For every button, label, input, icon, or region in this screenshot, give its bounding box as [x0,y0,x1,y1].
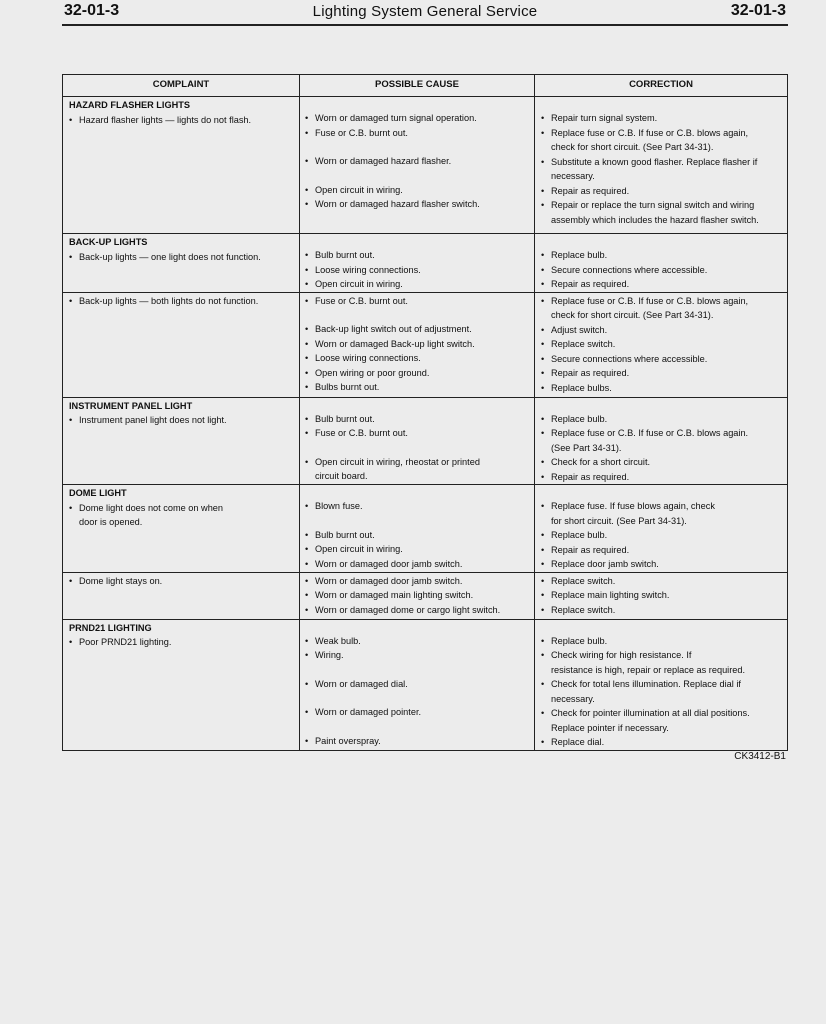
table-header-row [63,75,788,97]
correction-line: • Repair as required. [540,543,783,558]
cause-line: • Fuse or C.B. burnt out. [304,126,530,141]
correction-line: • Replace switch. [540,603,783,618]
correction-line: • Substitute a known good flasher. Replace flasher if [540,155,783,170]
correction-line: • Replace bulb. [540,528,783,543]
cause-line: • Back-up light switch out of adjustment. [304,322,530,337]
table-body [63,97,788,751]
column-header-possible-cause: POSSIBLE CAUSE [300,75,535,97]
page-header [62,0,788,26]
cause-line: • Bulbs burnt out. [304,380,530,395]
cause-line: • Open circuit in wiring. [304,542,530,557]
correction-line: • Replace bulb. [540,412,783,427]
complaint-cell [63,572,300,619]
cause-line: • Worn or damaged dome or cargo light switch. [304,603,530,618]
cause-cell [300,97,535,234]
cause-line: • Weak bulb. [304,634,530,649]
cause-line: • Open circuit in wiring. [304,277,530,292]
cause-line: • Worn or damaged hazard flasher. [304,154,530,169]
cause-line: • Bulb burnt out. [304,248,530,263]
cause-cell [300,397,535,485]
table-row [63,619,788,750]
correction-line: check for short circuit. (See Part 34-31). [551,142,714,152]
correction-line: • Check for a short circuit. [540,455,783,470]
cause-line: • Open circuit in wiring. [304,183,530,198]
cause-line: • Paint overspray. [304,734,530,749]
table-row [63,234,788,293]
correction-line: • Replace bulb. [540,634,783,649]
column-header-complaint: COMPLAINT [63,75,300,97]
complaint-line: • Instrument panel light does not light. [68,413,295,428]
cause-line: • Bulb burnt out. [304,528,530,543]
spacer [304,308,530,322]
page-number-right: 32-01-3 [730,2,786,19]
complaint-line: • Back-up lights — both lights do not function. [68,294,295,309]
cause-line: • Fuse or C.B. burnt out. [304,294,530,309]
correction-line: for short circuit. (See Part 34-31). [551,515,687,526]
correction-cell [535,234,788,293]
column-header-correction: CORRECTION [535,75,788,97]
cause-line: • Bulb burnt out. [304,412,530,427]
correction-line: • Repair as required. [540,277,783,292]
spacer [304,514,530,528]
table-row [63,572,788,619]
complaint-cell [63,397,300,485]
diagnosis-table [62,74,788,751]
correction-line: • Replace bulbs. [540,381,783,396]
cause-cell [300,619,535,750]
cause-cell [300,234,535,293]
section-heading: INSTRUMENT PANEL LIGHT [69,400,193,411]
cause-line: • Blown fuse. [304,499,530,514]
correction-line: • Replace switch. [540,574,783,589]
correction-line: • Check for total lens illumination. Replace dial if [540,677,783,692]
cause-line: • Worn or damaged Back-up light switch. [304,337,530,352]
correction-line: • Replace fuse. If fuse blows again, check [540,499,783,514]
cause-line: • Worn or damaged hazard flasher switch. [304,197,530,212]
complaint-cell [63,234,300,293]
correction-line: check for short circuit. (See Part 34-31). [551,310,714,320]
correction-line: • Repair as required. [540,470,783,485]
correction-line: • Replace main lighting switch. [540,588,783,603]
cause-cell [300,485,535,573]
cause-cell [300,292,535,397]
cause-line: • Worn or damaged turn signal operation. [304,111,530,126]
correction-line: • Adjust switch. [540,323,783,338]
correction-line: • Replace fuse or C.B. If fuse or C.B. blows again. [540,426,783,441]
cause-line: • Worn or damaged dial. [304,677,530,692]
correction-cell [535,292,788,397]
table-row [63,292,788,397]
correction-line: • Repair turn signal system. [540,111,783,126]
correction-cell [535,619,788,750]
spacer [304,140,530,154]
cause-cell [300,572,535,619]
section-heading: BACK-UP LIGHTS [69,237,148,247]
spacer [304,691,530,705]
correction-line: • Replace door jamb switch. [540,557,783,572]
complaint-cell [63,292,300,397]
correction-line: • Replace fuse or C.B. If fuse or C.B. blows again, [540,126,783,141]
table-row [63,397,788,485]
correction-cell [535,485,788,573]
complaint-line: door is opened. [79,517,143,527]
correction-line: • Repair or replace the turn signal switch and wiring [540,198,783,213]
correction-line: • Repair as required. [540,184,783,199]
correction-line: • Check for pointer illumination at all dial positions. [540,706,783,721]
complaint-line: • Back-up lights — one light does not function. [68,250,295,265]
cause-line: • Loose wiring connections. [304,263,530,278]
spacer [304,169,530,183]
cause-line: • Wiring. [304,648,530,663]
correction-line: Replace pointer if necessary. [551,722,669,733]
section-heading: DOME LIGHT [69,488,127,498]
complaint-line: • Poor PRND21 lighting. [68,635,295,650]
correction-cell [535,572,788,619]
cause-line: circuit board. [315,471,368,481]
correction-line: • Replace switch. [540,337,783,352]
table-row [63,485,788,573]
cause-line: • Worn or damaged pointer. [304,705,530,720]
cause-line: • Loose wiring connections. [304,351,530,366]
complaint-line: • Dome light stays on. [68,574,295,589]
page-title: Lighting System General Service [312,3,538,20]
correction-cell [535,97,788,234]
spacer [304,663,530,677]
correction-line: necessary. [551,693,595,704]
correction-line: • Replace fuse or C.B. If fuse or C.B. blows again, [540,294,783,309]
correction-line: assembly which includes the hazard flasher switch. [551,214,759,225]
correction-line: (See Part 34-31). [551,442,622,453]
complaint-line: • Hazard flasher lights — lights do not flash. [68,113,295,128]
section-heading: HAZARD FLASHER LIGHTS [69,100,190,110]
spacer [304,441,530,455]
spacer [304,720,530,734]
cause-line: • Worn or damaged door jamb switch. [304,557,530,572]
page-number-left: 32-01-3 [64,2,120,19]
cause-line: • Worn or damaged main lighting switch. [304,588,530,603]
correction-cell [535,397,788,485]
correction-line: • Check wiring for high resistance. If [540,648,783,663]
complaint-cell [63,97,300,234]
cause-line: • Open wiring or poor ground. [304,366,530,381]
correction-line: necessary. [551,171,595,181]
correction-line: • Secure connections where accessible. [540,263,783,278]
cause-line: • Worn or damaged door jamb switch. [304,574,530,589]
correction-line: • Replace bulb. [540,248,783,263]
figure-id: CK3412-B1 [734,751,786,762]
complaint-cell [63,619,300,750]
complaint-line: • Dome light does not come on when [68,501,295,516]
correction-line: resistance is high, repair or replace as required. [551,664,746,675]
complaint-cell [63,485,300,573]
section-heading: PRND21 LIGHTING [69,622,152,633]
cause-line: • Fuse or C.B. burnt out. [304,426,530,441]
cause-line: • Open circuit in wiring, rheostat or printed [304,455,530,470]
correction-line: • Replace dial. [540,735,783,750]
correction-line: • Secure connections where accessible. [540,352,783,367]
table-row [63,97,788,234]
correction-line: • Repair as required. [540,366,783,381]
